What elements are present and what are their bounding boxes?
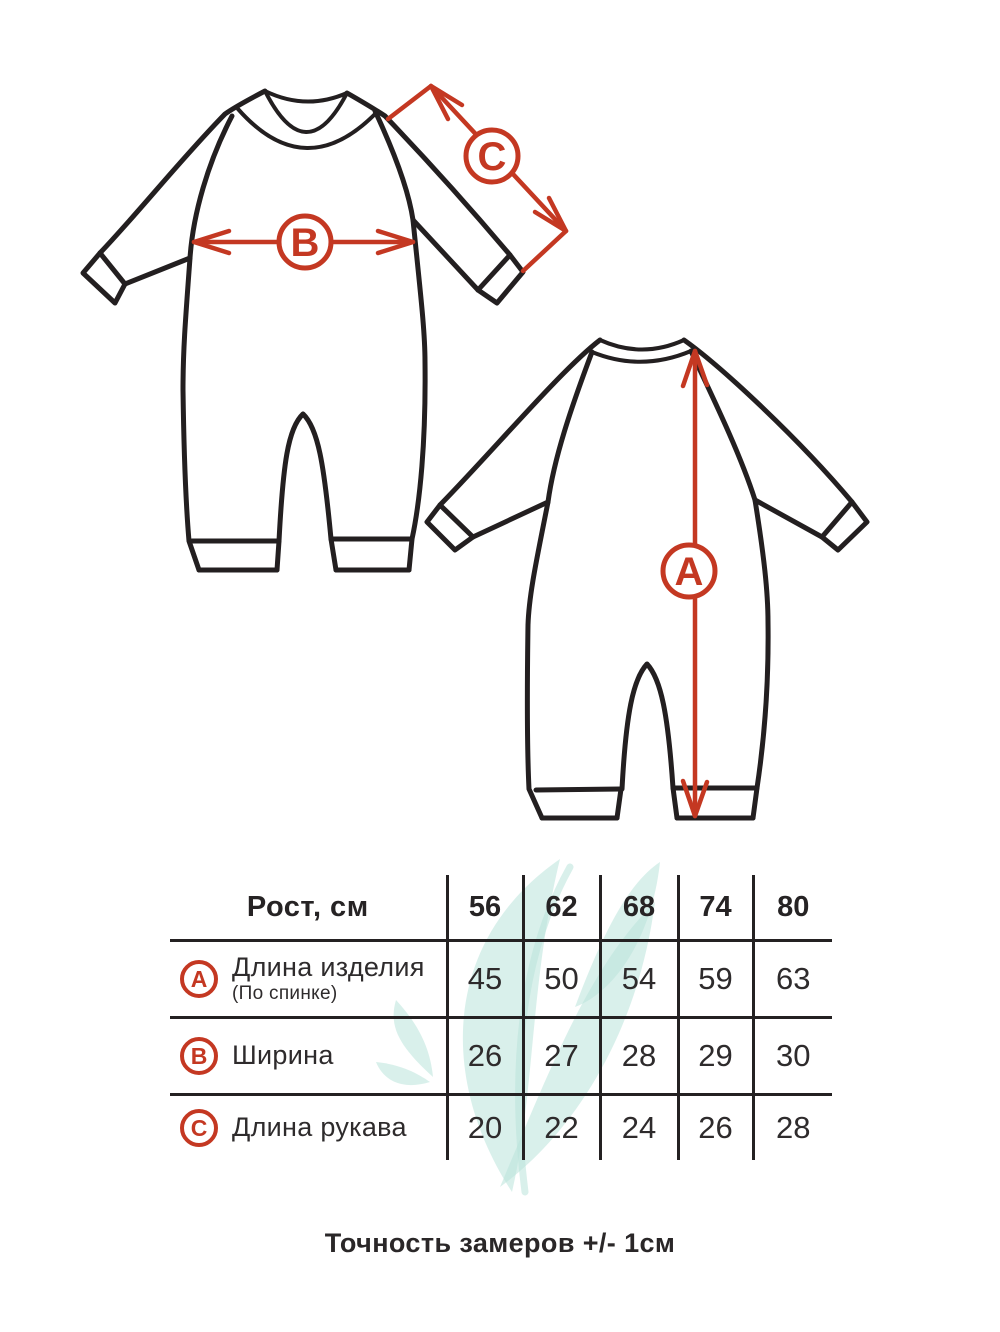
- back-romper-drawing: [427, 340, 867, 818]
- value-cell: 30: [753, 1018, 832, 1095]
- measure-letter-c: C: [477, 135, 507, 179]
- accuracy-note: Точность замеров +/- 1см: [324, 1228, 676, 1258]
- back-left-raglan-seam: [548, 352, 592, 502]
- row-label-cell: [170, 1095, 447, 1161]
- height-header-cell: [170, 875, 447, 941]
- measure-arrow-b: [194, 216, 413, 268]
- front-left-body-side: [183, 258, 199, 570]
- size-column-header: 56: [447, 875, 523, 941]
- back-right-body-side: [753, 500, 768, 818]
- back-collar-top: [600, 340, 684, 350]
- back-right-sleeve-underside: [755, 500, 822, 537]
- value-cell: 24: [600, 1095, 678, 1161]
- value-cell: 22: [523, 1095, 600, 1161]
- back-left-leg-inner: [617, 789, 621, 818]
- back-left-sleeve-underside: [473, 502, 548, 537]
- height-header-label: Рост, см: [246, 890, 369, 923]
- value-cell: 28: [753, 1095, 832, 1161]
- value-cell: 26: [447, 1018, 523, 1095]
- back-left-cuff: [427, 505, 473, 550]
- front-collar-top: [265, 91, 347, 102]
- value-cell: 54: [600, 941, 678, 1018]
- row-label-cell: [170, 941, 447, 1018]
- row-sublabel: (По спинке): [232, 982, 338, 1004]
- front-left-sleeve-underside: [125, 258, 190, 284]
- c-extension-line-bottom: [523, 231, 566, 271]
- front-right-body-side: [409, 220, 425, 570]
- front-right-cuff: [478, 255, 523, 303]
- value-cell: 28: [600, 1018, 678, 1095]
- back-right-cuff: [822, 502, 867, 550]
- measure-letter-b: B: [290, 221, 320, 265]
- front-left-sleeve-top: [100, 91, 265, 253]
- measure-badge-b: B: [180, 1037, 218, 1075]
- table-row-width: [170, 1018, 832, 1095]
- front-left-leg-inner: [277, 541, 279, 570]
- table-row-length: [170, 941, 832, 1018]
- value-cell: 27: [523, 1018, 600, 1095]
- value-cell: 63: [753, 941, 832, 1018]
- size-column-header: 80: [753, 875, 832, 941]
- row-label: Длина рукава: [232, 1112, 407, 1143]
- front-romper-drawing: [83, 91, 523, 570]
- value-cell: 45: [447, 941, 523, 1018]
- back-left-body-side: [527, 502, 548, 818]
- front-right-leg-inner: [331, 539, 336, 570]
- front-collar-outer: [238, 109, 378, 148]
- measure-badge-a: A: [180, 960, 218, 998]
- table-header-row: [170, 875, 832, 941]
- measure-badge-c: C: [180, 1109, 218, 1147]
- back-left-ankle-band: [536, 789, 621, 790]
- value-cell: 59: [678, 941, 753, 1018]
- back-crotch-arch: [622, 664, 673, 789]
- value-cell: 26: [678, 1095, 753, 1161]
- size-column-header: 74: [678, 875, 753, 941]
- c-extension-line-top: [388, 86, 431, 119]
- value-cell: 29: [678, 1018, 753, 1095]
- size-table: [170, 875, 832, 1160]
- front-right-sleeve-underside: [413, 220, 478, 290]
- row-label: Ширина: [232, 1040, 334, 1071]
- front-crotch-arch: [279, 414, 331, 541]
- back-collar-band: [592, 351, 691, 362]
- size-column-header: 62: [523, 875, 600, 941]
- value-cell: 50: [523, 941, 600, 1018]
- back-right-sleeve-top: [684, 340, 852, 502]
- size-column-header: 68: [600, 875, 678, 941]
- row-label-cell: [170, 1018, 447, 1095]
- front-left-cuff: [83, 253, 125, 303]
- row-label: Длина изделия: [232, 952, 425, 983]
- back-left-sleeve-top: [440, 340, 600, 505]
- value-cell: 20: [447, 1095, 523, 1161]
- measure-letter-a: A: [674, 550, 704, 594]
- table-row-sleeve: [170, 1095, 832, 1161]
- back-right-leg-inner: [673, 788, 677, 818]
